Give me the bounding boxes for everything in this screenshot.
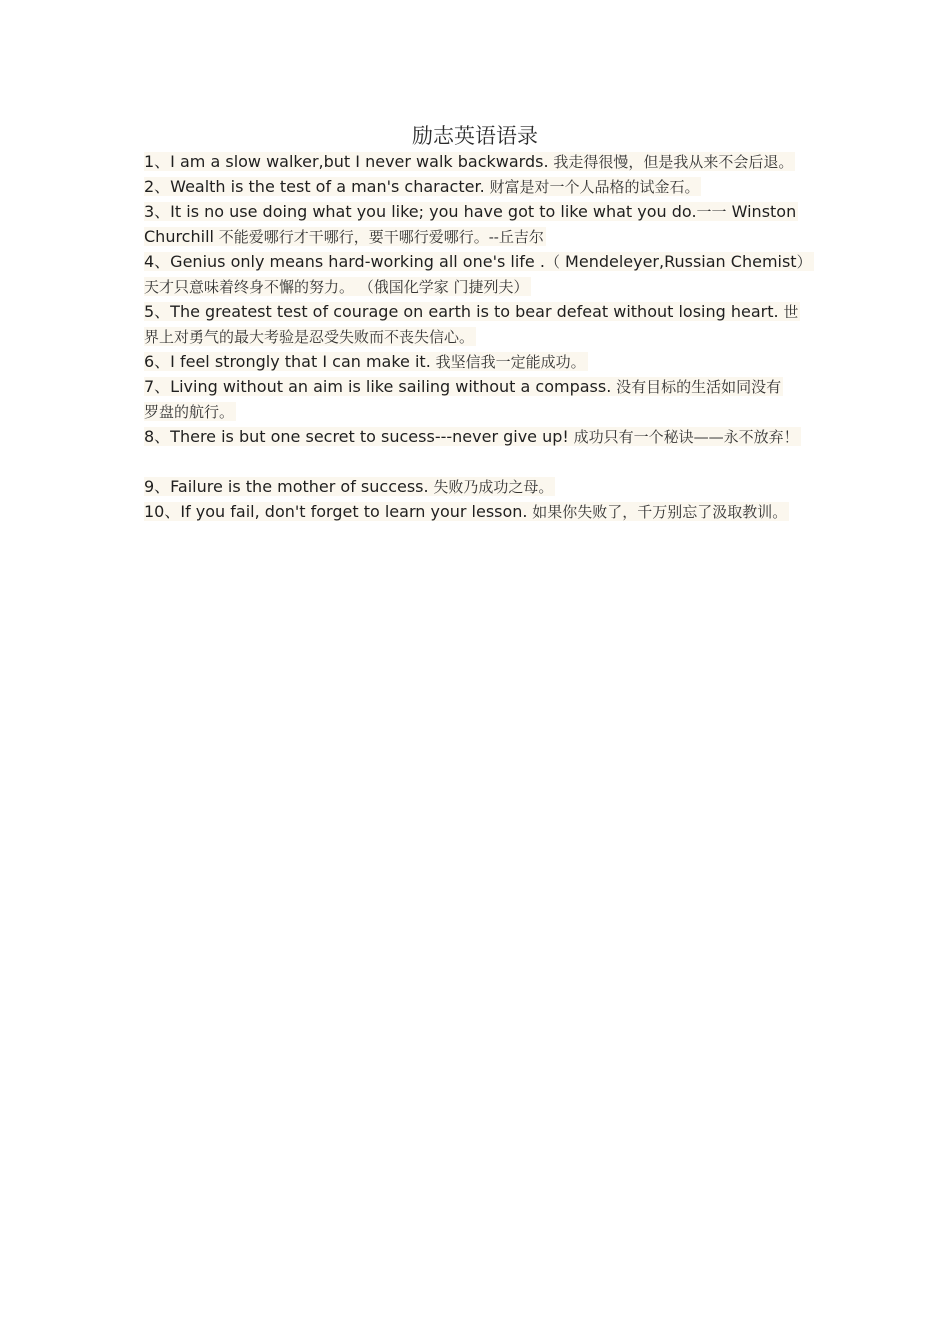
quote-7-text-cont <box>144 402 236 421</box>
quote-1-text <box>144 152 795 171</box>
quote-author: Churchill <box>144 227 214 246</box>
quote-10 <box>144 499 824 524</box>
quote-english: 1、I am a slow walker,but I never walk backwards. <box>144 152 549 171</box>
quote-english: 8、There is but one secret to sucess---never give up! <box>144 427 569 446</box>
quote-chinese: 我走得很慢，但是我从来不会后退。 <box>548 153 794 171</box>
quote-1 <box>144 149 824 174</box>
quote-8-text <box>144 427 801 446</box>
quote-7-line-1 <box>144 374 824 399</box>
quote-dash: 一一 <box>696 203 727 221</box>
quote-5-line-2 <box>144 324 824 349</box>
quote-4-text <box>144 252 814 271</box>
quote-list <box>144 149 824 524</box>
quote-3-text-cont <box>144 227 546 246</box>
quote-9-text <box>144 477 555 496</box>
quote-paren-close: ） <box>796 253 812 271</box>
quote-chinese: 天才只意味着终身不懈的努力。 （俄国化学家 门捷列夫） <box>144 278 529 296</box>
quote-english: 3、It is no use doing what you like; you have got to like what you do. <box>144 202 697 221</box>
quote-7-line-2 <box>144 399 824 424</box>
quote-english: 4、Genius only means hard-working all one's life . <box>144 252 545 271</box>
blank-line <box>144 449 824 474</box>
quote-chinese: 没有目标的生活如同没有 <box>611 378 782 396</box>
quote-5-text <box>144 302 800 321</box>
page-title: 励志英语语录 <box>412 124 538 148</box>
quote-author: Winston <box>726 202 797 221</box>
quote-chinese: 不能爱哪行才干哪行，要干哪行爱哪行。--丘吉尔 <box>213 228 544 246</box>
quote-6 <box>144 349 824 374</box>
quote-2-text <box>144 177 701 196</box>
quote-3-text <box>144 202 798 221</box>
quote-chinese: 财富是对一个人品格的试金石。 <box>484 178 700 196</box>
quote-english: 5、The greatest test of courage on earth is to bear defeat without losing heart. <box>144 302 779 321</box>
quote-4-line-1 <box>144 249 824 274</box>
quote-4-line-2 <box>144 274 824 299</box>
quote-6-text <box>144 352 588 371</box>
quote-5-line-1 <box>144 299 824 324</box>
quote-8 <box>144 424 824 449</box>
quote-chinese: 我坚信我一定能成功。 <box>430 353 586 371</box>
quote-chinese: 罗盘的航行。 <box>144 403 235 421</box>
quote-9 <box>144 474 824 499</box>
quote-3-line-2 <box>144 224 824 249</box>
quote-10-text <box>144 502 789 521</box>
quote-chinese: 如果你失败了，千万别忘了汲取教训。 <box>527 503 788 521</box>
quote-english: 6、I feel strongly that I can make it. <box>144 352 431 371</box>
quote-paren-open: （ <box>544 253 560 271</box>
quote-2 <box>144 174 824 199</box>
quote-english: 7、Living without an aim is like sailing without a compass. <box>144 377 612 396</box>
quote-3-line-1 <box>144 199 824 224</box>
quote-chinese: 失败乃成功之母。 <box>428 478 554 496</box>
quote-english: 2、Wealth is the test of a man's character. <box>144 177 485 196</box>
quote-7-text <box>144 377 783 396</box>
quote-english: 10、If you fail, don't forget to learn your lesson. <box>144 502 528 521</box>
quote-5-text-cont <box>144 327 476 346</box>
quote-chinese: 成功只有一个秘诀——永不放弃！ <box>568 428 799 446</box>
quote-chinese: 世 <box>778 303 799 321</box>
quote-english: 9、Failure is the mother of success. <box>144 477 429 496</box>
quote-4-text-cont <box>144 277 531 296</box>
quote-author: Mendeleyer,Russian Chemist <box>559 252 797 271</box>
quote-chinese: 界上对勇气的最大考验是忍受失败而不丧失信心。 <box>144 328 475 346</box>
